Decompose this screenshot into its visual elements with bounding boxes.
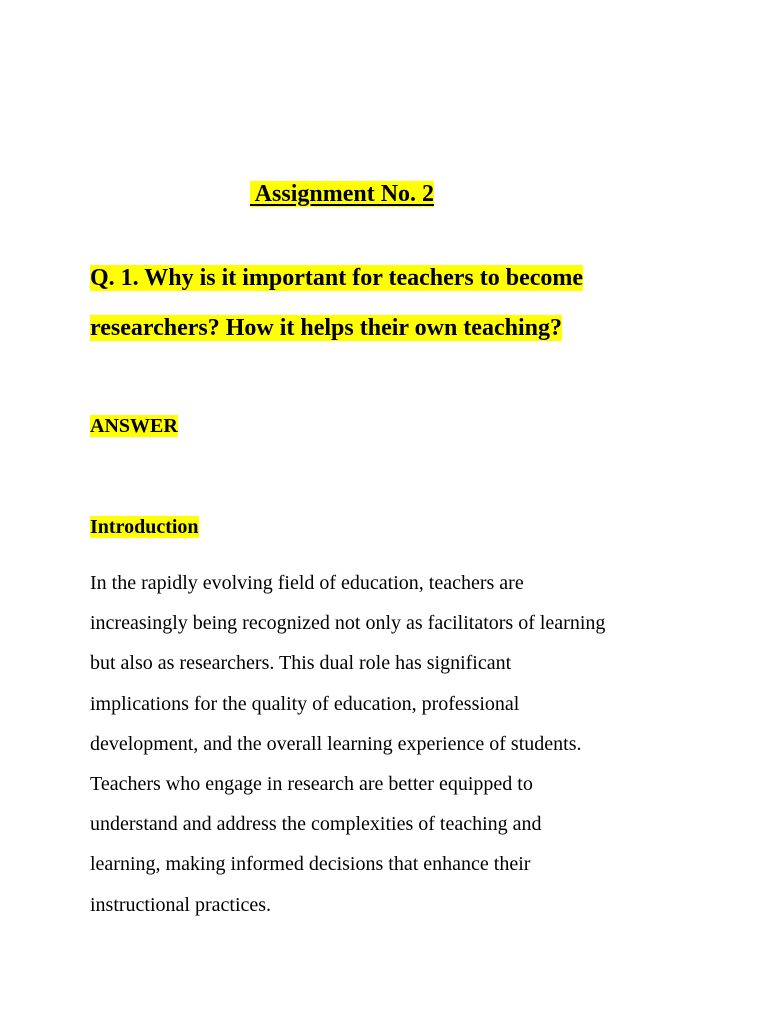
assignment-title-text: Assignment No. 2 — [250, 181, 435, 207]
introduction-paragraph — [90, 563, 690, 925]
paragraph-line: learning, making informed decisions that enhance their — [90, 853, 531, 876]
paragraph-line: but also as researchers. This dual role has significant — [90, 652, 512, 675]
paragraph-line: development, and the overall learning experience of students. — [90, 732, 582, 755]
paragraph-line: implications for the quality of education, professional — [90, 692, 520, 715]
assignment-title — [226, 143, 434, 245]
paragraph-line: increasingly being recognized not only as facilitators of learning — [90, 612, 606, 635]
paragraph-line: In the rapidly evolving field of education, teachers are — [90, 572, 524, 594]
introduction-heading: Introduction — [90, 516, 199, 538]
question-heading — [90, 253, 690, 353]
paragraph-line: Teachers who engage in research are better equipped to — [90, 773, 533, 796]
question-line: Q. 1. Why is it important for teachers to become — [90, 265, 584, 291]
paragraph-line: understand and address the complexities of teaching and — [90, 813, 542, 836]
paragraph-line: instructional practices. — [90, 893, 272, 916]
answer-heading: ANSWER — [90, 415, 178, 437]
question-line: researchers? How it helps their own teaching? — [90, 315, 562, 341]
